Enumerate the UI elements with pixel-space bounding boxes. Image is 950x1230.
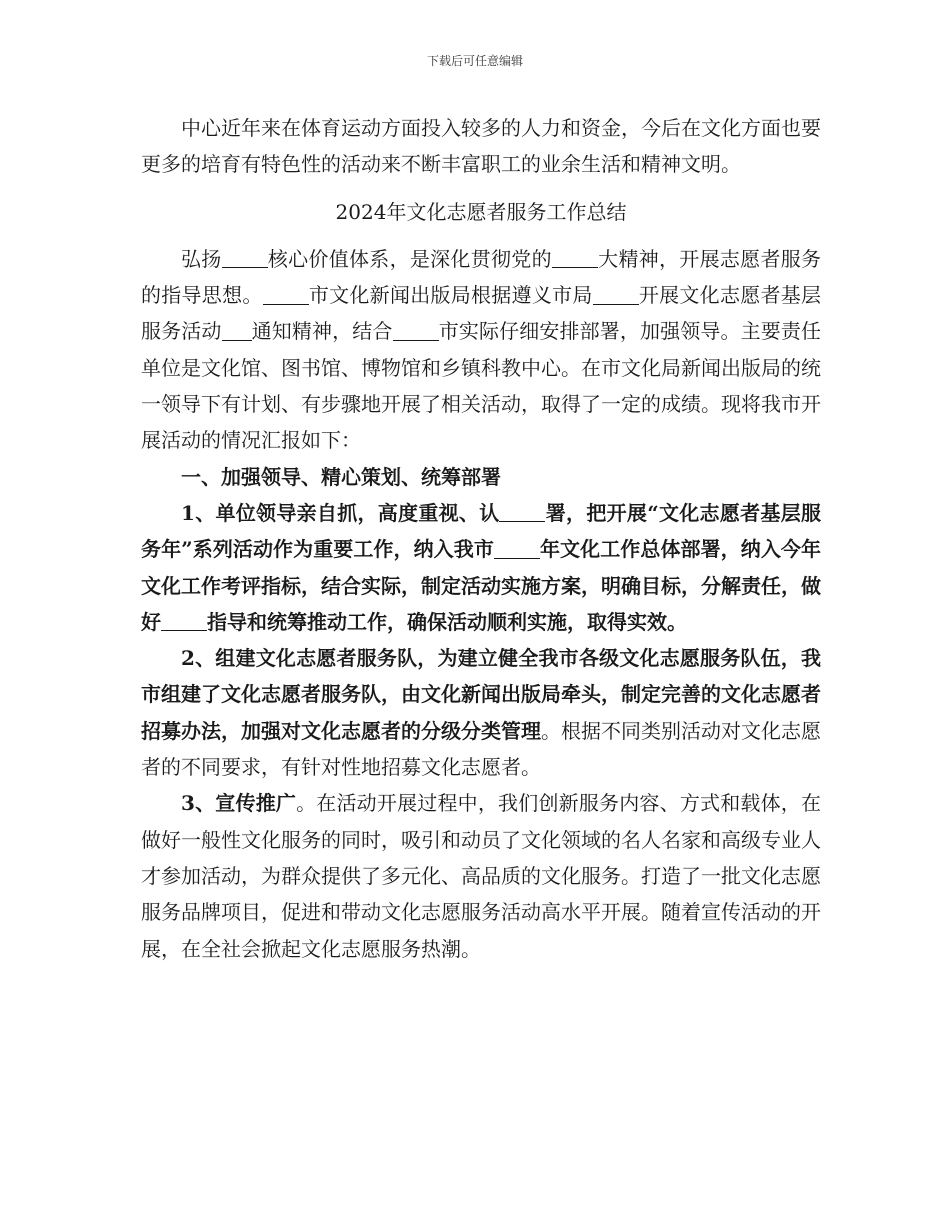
text-run: 市实际仔细安排部署，加强领导。主要责任单位是文化馆、图书馆、博物馆和乡镇科教中心。在市文化局新闻出版局的统一领导下有计划、有步骤地开展了相关活动，取得了一定的成绩。现将我市开展活动的情况汇报如下：: [141, 319, 822, 453]
blank-underline: [222, 320, 252, 341]
text-run: 。根据不同类别活动对文化志愿者的不同要求，有针对性地招募文化志愿者。: [141, 718, 821, 780]
text-run: 。在活动开展过程中，我们创新服务内容、方式和载体，在做好一般性文化服务的同时，吸引和动员了文化领域的名人名家和高级专业人才参加活动，为群众提供了多元化、高品质的文化服务。打造了一批文化志愿服务品牌项目，促进和带动文化志愿服务活动高水平开展。随着宣传活动的开展，在全社会掀起文化志愿服务热潮。: [141, 791, 821, 961]
blank-underline: [494, 538, 540, 559]
section-heading: 一、加强领导、精心策划、统筹部署: [181, 464, 501, 489]
text-run: 年文化工作总体部署，纳入今年文化工作考评指标，结合实际，制定活动实施方案，明确目标，分解责任，做好: [141, 537, 821, 634]
bold-run: 3、宣传推广: [181, 791, 297, 816]
text-run: 取得实效。: [587, 609, 687, 634]
paragraph-overview: [141, 241, 821, 459]
page-header: 下载后可任意编辑: [426, 54, 523, 68]
text-run: 1、单位领导亲自抓，高度重视、认: [181, 500, 500, 525]
blank-underline: [161, 610, 207, 631]
text-run: 核心价值体系，是深化贯彻党的: [267, 246, 552, 271]
document-title: 2024年文化志愿者服务工作总结: [335, 199, 627, 224]
blank-underline: [222, 247, 268, 268]
text-run: 通知精神，结合: [251, 319, 393, 344]
text-run: 开展文化志愿者基层服务活动: [141, 283, 822, 344]
text-run: 大精神，开展志愿者服务的指导思想。: [141, 246, 822, 308]
paragraph-item-2: [141, 640, 821, 785]
blank-underline: [393, 320, 439, 341]
text-run: 署，把开展“文化志愿者基层服务年”系列活动作为重要工作，纳入我市: [141, 500, 821, 562]
intro-paragraph: 中心近年来在体育运动方面投入较多的人力和资金，今后在文化方面也要更多的培育有特色性的活动来不断丰富职工的业余生活和精神文明。: [141, 116, 821, 177]
text-run: 弘扬: [181, 246, 222, 271]
blank-underline: [263, 284, 309, 305]
paragraph-item-1: [141, 495, 821, 640]
paragraph-item-3: [141, 785, 821, 966]
document-body: [141, 110, 821, 967]
blank-underline: [593, 284, 639, 305]
text-run: 指导和统筹推动工作，确保活动顺利实施，: [207, 609, 587, 634]
text-run: 市文化新闻出版局根据遵义市局: [308, 283, 593, 308]
blank-underline: [499, 501, 545, 522]
blank-underline: [552, 247, 598, 268]
bold-run: 2、组建文化志愿者服务队，为建立健全我市各级文化志愿服务队伍，我市组建了文化志愿者服务队，由文化新闻出版局牵头，制定完善的文化志愿者招募办法，加强对文化志愿者的分级分类管理: [141, 646, 821, 743]
